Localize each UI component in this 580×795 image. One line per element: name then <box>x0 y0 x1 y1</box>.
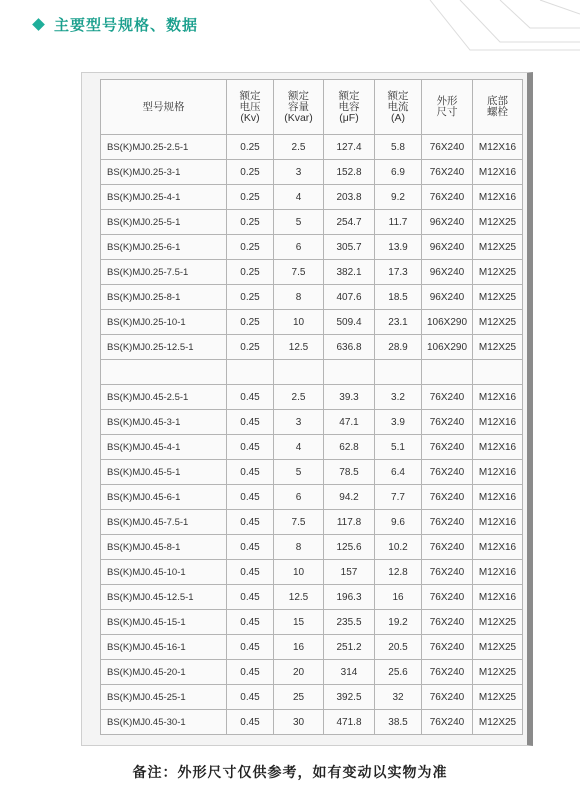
capacity-cell: 5 <box>274 460 324 485</box>
model-cell: BS(K)MJ0.45-12.5-1 <box>101 585 227 610</box>
model-cell: BS(K)MJ0.45-8-1 <box>101 535 227 560</box>
capacity-cell: 2.5 <box>274 385 324 410</box>
voltage-cell: 0.45 <box>227 610 274 635</box>
voltage-cell: 0.25 <box>227 285 274 310</box>
model-cell: BS(K)MJ0.25-8-1 <box>101 285 227 310</box>
current-cell: 38.5 <box>375 710 422 735</box>
capacity-cell: 10 <box>274 560 324 585</box>
voltage-cell: 0.45 <box>227 585 274 610</box>
capacity-cell: 3 <box>274 410 324 435</box>
table-row <box>101 485 523 510</box>
bolt-cell: M12X25 <box>473 660 523 685</box>
capacitance-cell: 251.2 <box>324 635 375 660</box>
header-model: 型号规格 <box>101 80 227 135</box>
capacitance-cell: 235.5 <box>324 610 375 635</box>
voltage-cell: 0.45 <box>227 385 274 410</box>
capacity-cell: 25 <box>274 685 324 710</box>
capacitance-cell: 471.8 <box>324 710 375 735</box>
bolt-cell: M12X25 <box>473 260 523 285</box>
capacitance-cell: 47.1 <box>324 410 375 435</box>
model-cell: BS(K)MJ0.45-30-1 <box>101 710 227 735</box>
dimension-cell <box>422 360 473 385</box>
table-row <box>101 435 523 460</box>
bolt-cell: M12X16 <box>473 535 523 560</box>
bolt-cell: M12X16 <box>473 135 523 160</box>
current-cell: 17.3 <box>375 260 422 285</box>
model-cell: BS(K)MJ0.45-20-1 <box>101 660 227 685</box>
dimension-cell: 76X240 <box>422 510 473 535</box>
capacity-cell: 8 <box>274 535 324 560</box>
current-cell: 5.1 <box>375 435 422 460</box>
dimension-cell: 96X240 <box>422 260 473 285</box>
capacity-cell: 10 <box>274 310 324 335</box>
spec-table <box>100 79 523 735</box>
bolt-cell: M12X16 <box>473 485 523 510</box>
capacitance-cell: 62.8 <box>324 435 375 460</box>
bolt-cell: M12X25 <box>473 235 523 260</box>
model-cell: BS(K)MJ0.25-6-1 <box>101 235 227 260</box>
header-rated-capacitance: 额定 电容 (μF) <box>324 80 375 135</box>
capacitance-cell: 152.8 <box>324 160 375 185</box>
dimension-cell: 96X240 <box>422 285 473 310</box>
dimension-cell: 76X240 <box>422 660 473 685</box>
header-bottom-bolt: 底部 螺栓 <box>473 80 523 135</box>
table-row <box>101 235 523 260</box>
voltage-cell: 0.25 <box>227 235 274 260</box>
current-cell: 3.9 <box>375 410 422 435</box>
model-cell: BS(K)MJ0.45-6-1 <box>101 485 227 510</box>
dimension-cell: 76X240 <box>422 635 473 660</box>
dimension-cell: 76X240 <box>422 685 473 710</box>
bolt-cell: M12X16 <box>473 585 523 610</box>
current-cell: 13.9 <box>375 235 422 260</box>
capacity-cell: 16 <box>274 635 324 660</box>
capacitance-cell: 127.4 <box>324 135 375 160</box>
model-cell: BS(K)MJ0.25-10-1 <box>101 310 227 335</box>
capacity-cell: 20 <box>274 660 324 685</box>
table-row <box>101 360 523 385</box>
voltage-cell: 0.45 <box>227 660 274 685</box>
capacity-cell: 4 <box>274 185 324 210</box>
table-row <box>101 285 523 310</box>
model-cell <box>101 360 227 385</box>
current-cell: 7.7 <box>375 485 422 510</box>
capacity-cell <box>274 360 324 385</box>
capacitance-cell: 254.7 <box>324 210 375 235</box>
capacity-cell: 7.5 <box>274 510 324 535</box>
bolt-cell: M12X25 <box>473 310 523 335</box>
voltage-cell: 0.45 <box>227 535 274 560</box>
bolt-cell: M12X25 <box>473 635 523 660</box>
model-cell: BS(K)MJ0.45-4-1 <box>101 435 227 460</box>
table-row <box>101 260 523 285</box>
bolt-cell: M12X16 <box>473 460 523 485</box>
model-cell: BS(K)MJ0.45-7.5-1 <box>101 510 227 535</box>
table-row <box>101 660 523 685</box>
capacitance-cell <box>324 360 375 385</box>
model-cell: BS(K)MJ0.25-4-1 <box>101 185 227 210</box>
bolt-cell: M12X25 <box>473 210 523 235</box>
bolt-cell: M12X16 <box>473 160 523 185</box>
table-row <box>101 610 523 635</box>
capacity-cell: 3 <box>274 160 324 185</box>
dimension-cell: 76X240 <box>422 535 473 560</box>
voltage-cell: 0.25 <box>227 335 274 360</box>
current-cell: 9.2 <box>375 185 422 210</box>
table-row <box>101 410 523 435</box>
capacitance-cell: 78.5 <box>324 460 375 485</box>
table-row <box>101 710 523 735</box>
current-cell: 19.2 <box>375 610 422 635</box>
capacitance-cell: 314 <box>324 660 375 685</box>
current-cell: 16 <box>375 585 422 610</box>
table-header-row <box>101 80 523 135</box>
capacitance-cell: 392.5 <box>324 685 375 710</box>
current-cell: 18.5 <box>375 285 422 310</box>
current-cell: 5.8 <box>375 135 422 160</box>
page-header <box>0 0 580 60</box>
table-row <box>101 510 523 535</box>
bolt-cell: M12X16 <box>473 435 523 460</box>
capacity-cell: 30 <box>274 710 324 735</box>
bolt-cell: M12X25 <box>473 710 523 735</box>
current-cell: 25.6 <box>375 660 422 685</box>
capacitance-cell: 407.6 <box>324 285 375 310</box>
decorative-lines-icon <box>390 0 580 60</box>
current-cell: 9.6 <box>375 510 422 535</box>
voltage-cell: 0.45 <box>227 510 274 535</box>
model-cell: BS(K)MJ0.25-7.5-1 <box>101 260 227 285</box>
capacity-cell: 4 <box>274 435 324 460</box>
model-cell: BS(K)MJ0.25-12.5-1 <box>101 335 227 360</box>
bolt-cell: M12X25 <box>473 610 523 635</box>
footnote: 备注：外形尺寸仅供参考，如有变动以实物为准 <box>132 765 448 781</box>
section-title: 主要型号规格、数据 <box>54 16 199 34</box>
dimension-cell: 76X240 <box>422 185 473 210</box>
capacity-cell: 8 <box>274 285 324 310</box>
voltage-cell: 0.45 <box>227 435 274 460</box>
model-cell: BS(K)MJ0.45-10-1 <box>101 560 227 585</box>
voltage-cell: 0.45 <box>227 410 274 435</box>
table-row <box>101 135 523 160</box>
bolt-cell <box>473 360 523 385</box>
header-dimensions: 外形 尺寸 <box>422 80 473 135</box>
dimension-cell: 76X240 <box>422 160 473 185</box>
model-cell: BS(K)MJ0.45-16-1 <box>101 635 227 660</box>
header-rated-current: 额定 电流 (A) <box>375 80 422 135</box>
table-row <box>101 585 523 610</box>
capacitance-cell: 39.3 <box>324 385 375 410</box>
capacity-cell: 12.5 <box>274 335 324 360</box>
table-row <box>101 335 523 360</box>
voltage-cell: 0.25 <box>227 310 274 335</box>
dimension-cell: 76X240 <box>422 485 473 510</box>
current-cell: 23.1 <box>375 310 422 335</box>
voltage-cell: 0.45 <box>227 485 274 510</box>
model-cell: BS(K)MJ0.45-3-1 <box>101 410 227 435</box>
model-cell: BS(K)MJ0.25-2.5-1 <box>101 135 227 160</box>
voltage-cell: 0.25 <box>227 160 274 185</box>
table-row <box>101 535 523 560</box>
table-row <box>101 685 523 710</box>
capacity-cell: 6 <box>274 235 324 260</box>
dimension-cell: 96X240 <box>422 235 473 260</box>
table-row <box>101 635 523 660</box>
capacitance-cell: 509.4 <box>324 310 375 335</box>
table-row <box>101 210 523 235</box>
table-row <box>101 160 523 185</box>
current-cell: 3.2 <box>375 385 422 410</box>
capacity-cell: 12.5 <box>274 585 324 610</box>
table-row <box>101 310 523 335</box>
bolt-cell: M12X25 <box>473 335 523 360</box>
capacitance-cell: 117.8 <box>324 510 375 535</box>
capacitance-cell: 94.2 <box>324 485 375 510</box>
voltage-cell: 0.25 <box>227 210 274 235</box>
dimension-cell: 76X240 <box>422 410 473 435</box>
table-row <box>101 560 523 585</box>
voltage-cell: 0.25 <box>227 135 274 160</box>
current-cell <box>375 360 422 385</box>
current-cell: 32 <box>375 685 422 710</box>
current-cell: 12.8 <box>375 560 422 585</box>
voltage-cell: 0.45 <box>227 460 274 485</box>
model-cell: BS(K)MJ0.45-25-1 <box>101 685 227 710</box>
model-cell: BS(K)MJ0.25-3-1 <box>101 160 227 185</box>
voltage-cell: 0.45 <box>227 635 274 660</box>
table-row <box>101 385 523 410</box>
capacitance-cell: 636.8 <box>324 335 375 360</box>
capacity-cell: 6 <box>274 485 324 510</box>
capacitance-cell: 157 <box>324 560 375 585</box>
table-row <box>101 185 523 210</box>
current-cell: 28.9 <box>375 335 422 360</box>
current-cell: 6.9 <box>375 160 422 185</box>
bolt-cell: M12X16 <box>473 560 523 585</box>
voltage-cell: 0.25 <box>227 260 274 285</box>
dimension-cell: 76X240 <box>422 135 473 160</box>
voltage-cell: 0.45 <box>227 560 274 585</box>
model-cell: BS(K)MJ0.45-2.5-1 <box>101 385 227 410</box>
dimension-cell: 76X240 <box>422 710 473 735</box>
dimension-cell: 76X240 <box>422 460 473 485</box>
voltage-cell: 0.25 <box>227 185 274 210</box>
capacity-cell: 5 <box>274 210 324 235</box>
dimension-cell: 76X240 <box>422 385 473 410</box>
capacitance-cell: 203.8 <box>324 185 375 210</box>
capacitance-cell: 305.7 <box>324 235 375 260</box>
bolt-cell: M12X16 <box>473 185 523 210</box>
header-rated-capacity: 额定 容量 (Kvar) <box>274 80 324 135</box>
capacitance-cell: 196.3 <box>324 585 375 610</box>
dimension-cell: 76X240 <box>422 610 473 635</box>
current-cell: 11.7 <box>375 210 422 235</box>
table-row <box>101 460 523 485</box>
bolt-cell: M12X16 <box>473 510 523 535</box>
dimension-cell: 76X240 <box>422 585 473 610</box>
current-cell: 6.4 <box>375 460 422 485</box>
capacity-cell: 15 <box>274 610 324 635</box>
bolt-cell: M12X25 <box>473 685 523 710</box>
bolt-cell: M12X16 <box>473 385 523 410</box>
bolt-cell: M12X16 <box>473 410 523 435</box>
capacitance-cell: 125.6 <box>324 535 375 560</box>
capacity-cell: 2.5 <box>274 135 324 160</box>
diamond-bullet-icon <box>32 18 45 31</box>
dimension-cell: 76X240 <box>422 560 473 585</box>
model-cell: BS(K)MJ0.25-5-1 <box>101 210 227 235</box>
header-rated-voltage: 额定 电压 (Kv) <box>227 80 274 135</box>
capacity-cell: 7.5 <box>274 260 324 285</box>
voltage-cell: 0.45 <box>227 685 274 710</box>
voltage-cell: 0.45 <box>227 710 274 735</box>
dimension-cell: 76X240 <box>422 435 473 460</box>
model-cell: BS(K)MJ0.45-15-1 <box>101 610 227 635</box>
dimension-cell: 106X290 <box>422 310 473 335</box>
capacitance-cell: 382.1 <box>324 260 375 285</box>
dimension-cell: 96X240 <box>422 210 473 235</box>
bolt-cell: M12X25 <box>473 285 523 310</box>
voltage-cell <box>227 360 274 385</box>
current-cell: 20.5 <box>375 635 422 660</box>
current-cell: 10.2 <box>375 535 422 560</box>
model-cell: BS(K)MJ0.45-5-1 <box>101 460 227 485</box>
dimension-cell: 106X290 <box>422 335 473 360</box>
